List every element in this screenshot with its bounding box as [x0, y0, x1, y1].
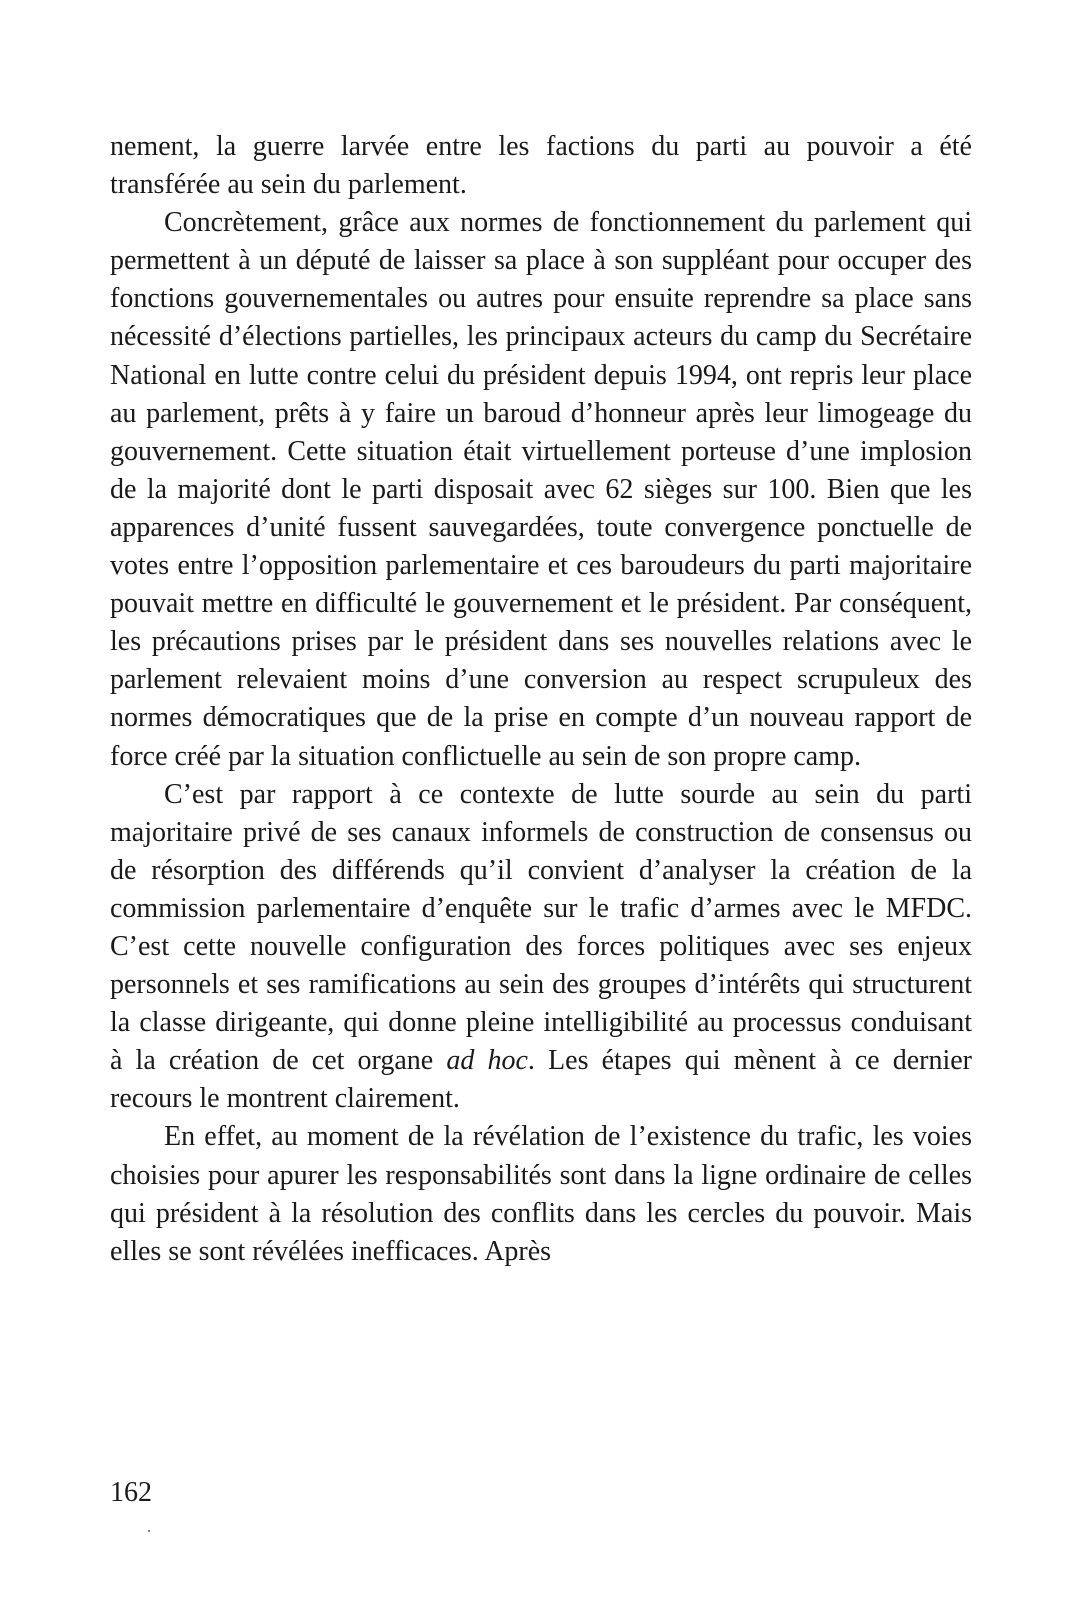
page-number: 162: [110, 1477, 152, 1508]
text-run: En effet, au moment de la révélation de l’existence du trafic, les voies choisies pour apurer les responsabilités sont dans la ligne ordinaire de celles qui président à la résolution des conflits dans les cercles du pouvoir. Mais elles se sont révélées inefficaces. Après: [110, 1121, 972, 1267]
text-run: nement, la guerre larvée entre les factions du parti au pouvoir a été transférée au sein du parlement.: [110, 131, 972, 201]
italic-text: ad hoc: [446, 1045, 528, 1077]
paragraph: [110, 1118, 972, 1270]
paragraph: [110, 204, 972, 775]
text-run: C’est par rapport à ce contexte de lutte sourde au sein du parti majoritaire privé de ses canaux informels de construction de consensus ou de résorption des différends qu’il convient d’analyser la création de la commission parlementaire d’enquête sur le trafic d’armes avec le MFDC. C’est cette nouvelle configuration des forces politiques avec ses enjeux personnels et ses ramifications au sein des groupes d’intérêts qui structurent la classe dirigeante, qui donne pleine intelligibilité au processus conduisant à la création de cet organe: [110, 778, 972, 1077]
scan-speck: [148, 1530, 150, 1532]
text-run: . Les étapes qui mènent à ce dernier recours le montrent clairement.: [110, 1045, 972, 1115]
paragraph: [110, 128, 972, 204]
text-run: Concrètement, grâce aux normes de fonctionnement du parlement qui permettent à un député de laisser sa place à son suppléant pour occuper des fonctions gouvernementales ou autres pour ensuite reprendre sa place sans nécessité d’élections partielles, les principaux acteurs du camp du Secrétaire National en lutte contre celui du président depuis 1994, ont repris leur place au parlement, prêts à y faire un baroud d’honneur après leur limogeage du gouvernement. Cette situation était virtuellement porteuse d’une implosion de la majorité dont le parti disposait avec 62 sièges sur 100. Bien que les apparences d’unité fussent sauvegardées, toute convergence ponctuelle de votes entre l’opposition parlementaire et ces baroudeurs du parti majoritaire pouvait mettre en difficulté le gouvernement et le président. Par conséquent, les précautions prises par le président dans ses nouvelles relations avec le parlement relevaient moins d’une conversion au respect scrupuleux des normes démocratiques que de la prise en compte d’un nouveau rapport de force créé par la situation conflictuelle au sein de son propre camp.: [110, 207, 972, 772]
paragraph: [110, 776, 972, 1119]
page-body-text: [110, 128, 972, 1271]
